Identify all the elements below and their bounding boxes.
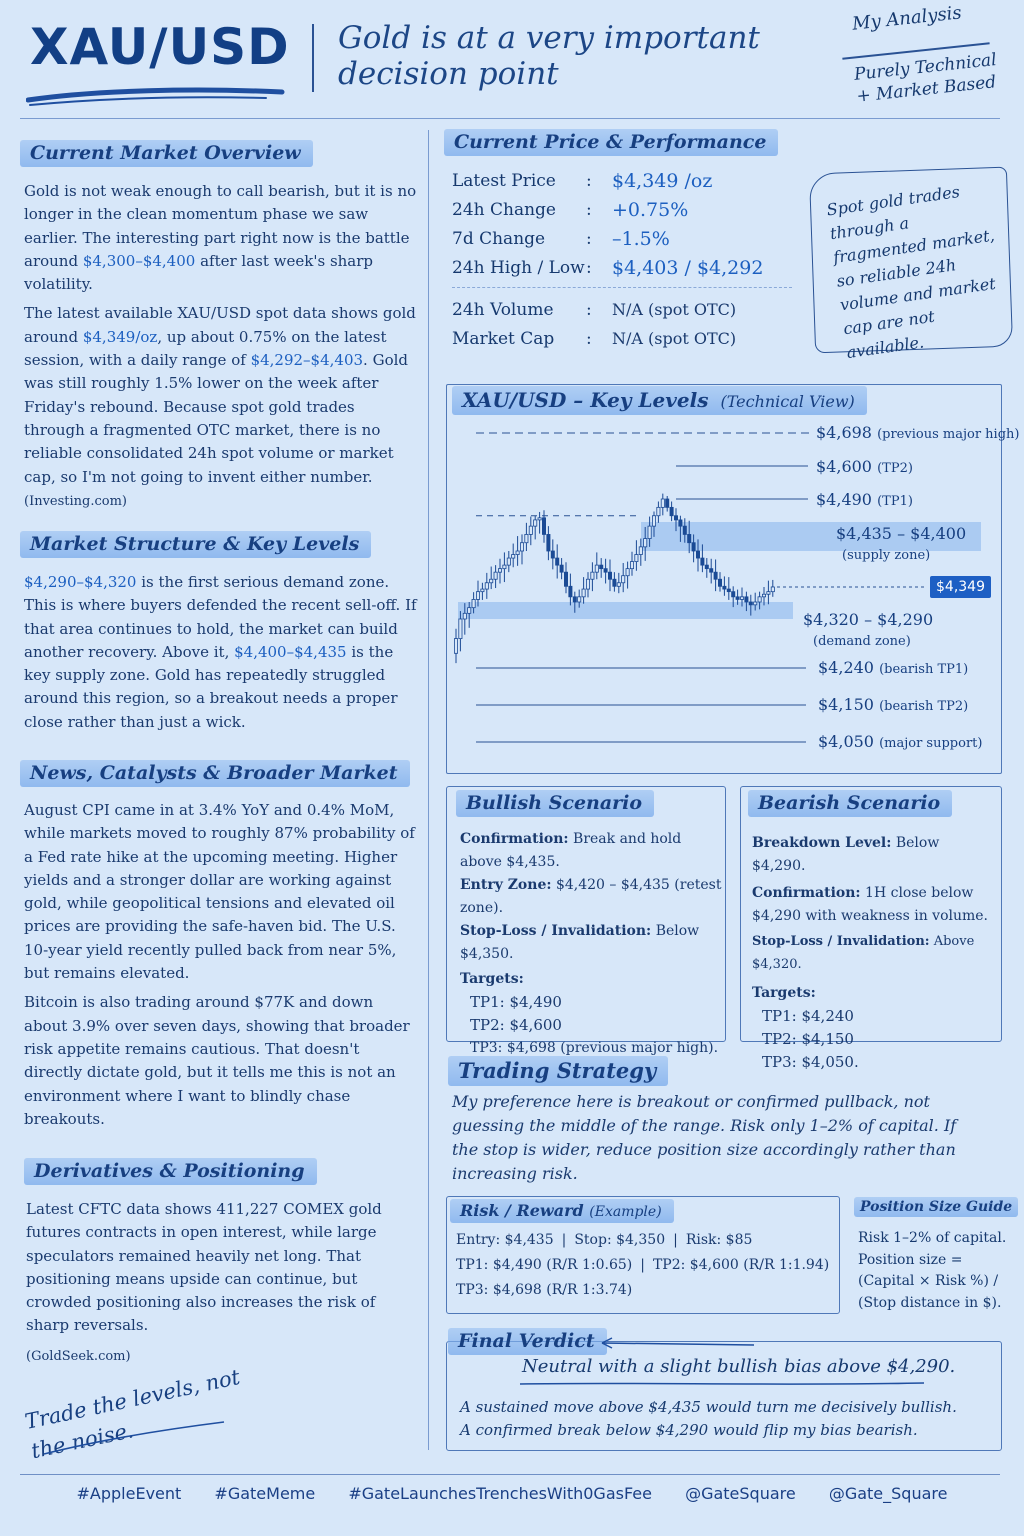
candle-body xyxy=(547,534,550,551)
price-row-label: 24h Change xyxy=(452,199,556,220)
demand-zone xyxy=(458,602,793,619)
candle-body xyxy=(556,558,559,565)
risk-reward-title xyxy=(450,1199,674,1223)
overview-title: Current Market Overview xyxy=(20,140,313,167)
candle-body xyxy=(727,589,730,592)
derivatives-text xyxy=(26,1198,416,1368)
candle-body xyxy=(564,572,567,586)
candle-body xyxy=(630,562,633,569)
price-row: Latest Price : $4,349 /oz xyxy=(452,169,713,192)
hashtag-link[interactable]: #AppleEvent xyxy=(76,1484,182,1503)
hashtag-link[interactable]: #GateLaunchesTrenchesWith0GasFee xyxy=(348,1484,652,1503)
level-note: (major support) xyxy=(879,736,983,751)
candle-body xyxy=(740,597,743,600)
level-note: (TP2) xyxy=(877,461,913,476)
level-note: (demand zone) xyxy=(813,634,911,649)
candle-body xyxy=(520,543,523,551)
level-label xyxy=(818,732,982,751)
candle-body xyxy=(582,589,585,597)
level-price: $4,240 xyxy=(818,658,874,677)
mention-link[interactable]: @GateSquare xyxy=(685,1484,796,1503)
candle-body xyxy=(472,599,475,607)
candle-body xyxy=(745,597,748,602)
candle-body xyxy=(512,555,515,559)
final-verdict-body xyxy=(460,1396,980,1442)
candle-body xyxy=(586,579,589,589)
structure-highlight-2: $4,400–$4,435 xyxy=(234,642,347,661)
candle-body xyxy=(459,619,462,639)
level-price: $4,320 – $4,290 xyxy=(803,610,934,629)
ticker-title: XAU/USD xyxy=(30,18,290,76)
trade-quote: Trade the levels, not the noise. xyxy=(22,1364,243,1464)
rr-entry: Entry: $4,435 xyxy=(456,1232,554,1248)
level-note: (bearish TP2) xyxy=(879,699,969,714)
candle-body xyxy=(696,551,699,558)
candle-body xyxy=(578,597,581,602)
overview-p2-highlight-1: $4,349/oz xyxy=(82,327,158,346)
bullish-text xyxy=(460,828,722,1060)
candle-body xyxy=(463,613,466,619)
bullish-tp1: TP1: $4,490 xyxy=(470,993,562,1011)
candle-body xyxy=(666,499,669,507)
candle-body xyxy=(767,592,770,595)
candle-body xyxy=(639,547,642,555)
footer-rule xyxy=(20,1474,1000,1475)
overview-p1-highlight: $4,300–$4,400 xyxy=(82,251,196,270)
rr-tp1: TP1: $4,490 (R/R 1:0.65) xyxy=(456,1257,633,1273)
price-row-value: N/A (spot OTC) xyxy=(612,329,737,348)
bullish-targets-label: Targets: xyxy=(460,971,524,987)
candle-body xyxy=(494,572,497,579)
risk-reward-text: Entry: $4,435 | Stop: $4,350 | Risk: $85 TP1: $4,490 (R/R 1:0.65) | TP2: $4,600 (R/R 1:1.94) TP3: $4,698 (R/R 1:3.74) xyxy=(456,1232,830,1298)
bearish-text xyxy=(752,832,996,1074)
price-row-value: –1.5% xyxy=(612,227,670,250)
candle-body xyxy=(608,572,611,579)
bullish-title: Bullish Scenario xyxy=(456,790,654,817)
overview-source: (Investing.com) xyxy=(24,493,128,509)
price-row-value: N/A (spot OTC) xyxy=(612,300,737,319)
level-price: $4,698 xyxy=(816,423,872,442)
candle-body xyxy=(490,579,493,583)
candle-body xyxy=(595,565,598,572)
candle-body xyxy=(600,565,603,569)
level-label xyxy=(818,658,968,677)
price-row-value: +0.75% xyxy=(612,198,689,221)
rr-stop: Stop: $4,350 xyxy=(574,1232,666,1248)
candle-body xyxy=(661,499,664,507)
candle-body xyxy=(736,597,739,600)
final-verdict-headline: Neutral with a slight bullish bias above $4,290. xyxy=(522,1356,956,1377)
level-label xyxy=(816,490,913,509)
overview-text xyxy=(24,180,420,519)
rr-risk: Risk: $85 xyxy=(685,1232,753,1248)
level-price: $4,050 xyxy=(818,732,874,751)
bearish-confirm: 1H close below $4,290 with weakness in volume. xyxy=(752,885,988,924)
position-size-text: Risk 1–2% of capital. Position size = (Capital × Risk %) / (Stop distance in $). xyxy=(858,1230,1007,1311)
bearish-breakdown-label: Breakdown Level: xyxy=(752,835,892,851)
bullish-entry: $4,420 – $4,435 (retest zone). xyxy=(460,877,722,916)
candle-body xyxy=(679,520,682,526)
candle-body xyxy=(635,555,638,562)
candle-body xyxy=(560,565,563,572)
header-rule xyxy=(20,118,1000,119)
candle-body xyxy=(701,558,704,565)
bullish-entry-label: Entry Zone: xyxy=(460,877,552,893)
level-note: (previous major high) xyxy=(877,427,1020,442)
rr-tp2: TP2: $4,600 (R/R 1:1.94) xyxy=(652,1257,830,1273)
candle-body xyxy=(476,592,479,600)
overview-p2-b: , up about 0.75% on the latest session, with a daily range of xyxy=(24,327,387,370)
candle-body xyxy=(718,579,721,586)
news-p1: August CPI came in at 3.4% YoY and 0.4% MoM, while markets moved to roughly 87% probability of a Fed rate hike at the upcoming meeting. Higher yields and a stronger dollar are working against gold, while geopolitical tensions and elevated oil prices are providing the safe-haven bid. The U.S. 10-year yield recently pulled back from near 5%, but remains elevated. xyxy=(24,801,415,983)
title-divider xyxy=(312,24,314,92)
final-verdict-title: Final Verdict xyxy=(448,1328,607,1355)
candle-body xyxy=(754,602,757,605)
level-price: $4,600 xyxy=(816,457,872,476)
derivatives-paragraph: Latest CFTC data shows 411,227 COMEX gold futures contracts in open interest, while large speculators remained heavily net long. That positioning means upside can continue, but crowded positioning also increases the risk of sharp reversals. xyxy=(26,1200,382,1335)
bearish-tp2: TP2: $4,150 xyxy=(762,1030,854,1048)
bearish-tp3: TP3: $4,050. xyxy=(762,1053,859,1071)
candle-body xyxy=(626,569,629,576)
candle-body xyxy=(674,516,677,520)
bearish-confirm-label: Confirmation: xyxy=(752,885,861,901)
bearish-tp1: TP1: $4,240 xyxy=(762,1007,854,1025)
price-row: 24h High / Low : $4,403 / $4,292 xyxy=(452,256,764,279)
candle-body xyxy=(454,639,457,654)
bearish-stop-label: Stop-Loss / Invalidation: xyxy=(752,934,930,949)
structure-text-a: is the first serious demand zone. This is where buyers defended the recent sell-off. If that area continues to hold, the market can build another recovery. Above it, xyxy=(24,573,417,661)
bullish-tp2: TP2: $4,600 xyxy=(470,1016,562,1034)
bullish-confirm: Break and hold above $4,435. xyxy=(460,831,682,870)
candle-body xyxy=(468,608,471,614)
rr-tp3: TP3: $4,698 (R/R 1:3.74) xyxy=(456,1282,633,1298)
level-label xyxy=(816,457,913,476)
candle-body xyxy=(516,551,519,555)
candle-body xyxy=(683,526,686,534)
price-row-value: $4,349 /oz xyxy=(612,169,713,192)
chart-subtitle: (Technical View) xyxy=(720,392,855,411)
candle-body xyxy=(758,597,761,602)
mention-link[interactable]: @Gate_Square xyxy=(828,1484,948,1503)
level-note: (supply zone) xyxy=(842,548,931,563)
price-title: Current Price & Performance xyxy=(444,129,778,156)
bearish-stop: Above $4,320. xyxy=(752,934,975,972)
price-row-label: 7d Change xyxy=(452,228,546,249)
overview-p2-a: The latest available XAU/USD spot data shows gold around xyxy=(24,304,416,346)
derivatives-title: Derivatives & Positioning xyxy=(24,1158,317,1185)
verdict-line-1: A sustained move above $4,435 would turn me decisively bullish. xyxy=(460,1398,957,1416)
candle-body xyxy=(617,583,620,587)
structure-highlight-1: $4,290–$4,320 xyxy=(24,573,137,591)
price-row-value: $4,403 / $4,292 xyxy=(612,256,764,279)
price-row: Market Cap : N/A (spot OTC) xyxy=(452,328,737,349)
quote-underline xyxy=(40,1418,230,1458)
bullish-stop: Below $4,350. xyxy=(460,923,700,962)
price-row-label: Latest Price xyxy=(452,170,556,191)
risk-reward-title-note: (Example) xyxy=(589,1204,662,1220)
candle-body xyxy=(732,592,735,597)
candle-body xyxy=(710,569,713,573)
news-p2: Bitcoin is also trading around $77K and down about 3.9% over seven days, showing that broader risk appetite remains cautious. That doesn't directly dictate gold, but it tells me this is not an environment where I want to blindly chase breakouts. xyxy=(24,993,410,1128)
structure-text-b: is the key supply zone. Gold has repeatedly struggled around this region, so a breakout needs a proper close rather than just a wick. xyxy=(24,642,398,731)
candle-body xyxy=(503,565,506,569)
level-price: $4,435 – $4,400 xyxy=(836,524,967,543)
level-label xyxy=(818,695,968,714)
candle-body xyxy=(507,558,510,565)
hashtag-link[interactable]: #GateMeme xyxy=(214,1484,316,1503)
analysis-basis: Purely Technical + Market Based xyxy=(853,50,998,107)
level-price: $4,150 xyxy=(818,695,874,714)
candle-body xyxy=(534,520,537,526)
candle-body xyxy=(591,572,594,579)
candle-body xyxy=(498,569,501,573)
chart-title xyxy=(452,386,867,415)
note-text: Spot gold trades through a fragmented market, so reliable 24h volume and market cap are not available. xyxy=(825,181,997,363)
overview-p1-a: Gold is not weak enough to call bearish, but it is no longer in the clean momentum phase we saw earlier. The interesting part right now is the battle around xyxy=(24,182,417,270)
candle-body xyxy=(749,602,752,605)
verdict-line-2: A confirmed break below $4,290 would flip my bias bearish. xyxy=(460,1421,918,1439)
price-table xyxy=(452,166,802,353)
overview-p1-b: after last week's sharp volatility. xyxy=(24,251,374,294)
level-label xyxy=(836,524,966,566)
news-text xyxy=(24,799,420,1137)
structure-title: Market Structure & Key Levels xyxy=(20,531,371,558)
candle-body xyxy=(485,583,488,589)
level-price: $4,490 xyxy=(816,490,872,509)
bullish-tp3: TP3: $4,698 (previous major high). xyxy=(470,1040,719,1056)
candle-body xyxy=(573,597,576,602)
candle-body xyxy=(762,594,765,597)
candle-body xyxy=(705,565,708,569)
level-label xyxy=(816,423,1019,442)
derivatives-source: (GoldSeek.com) xyxy=(26,1348,131,1364)
overview-p2-highlight-2: $4,292–$4,403 xyxy=(250,351,364,370)
level-note: (TP1) xyxy=(877,494,913,509)
candle-body xyxy=(670,507,673,515)
verdict-underline xyxy=(518,1380,928,1388)
footer-tags xyxy=(0,1484,1024,1503)
candle-body xyxy=(652,516,655,526)
candle-body xyxy=(688,534,691,542)
candle-body xyxy=(622,576,625,583)
current-price-tag: $4,349 xyxy=(930,576,991,598)
candle-body xyxy=(771,587,774,592)
candle-body xyxy=(648,526,651,538)
level-label xyxy=(803,610,933,652)
candle-body xyxy=(644,539,647,547)
price-row-label: 24h Volume xyxy=(452,299,554,320)
candle-body xyxy=(481,589,484,592)
bullish-confirm-label: Confirmation: xyxy=(460,831,569,847)
bearish-breakdown: Below $4,290. xyxy=(752,835,940,874)
structure-text xyxy=(24,571,420,740)
bearish-title: Bearish Scenario xyxy=(748,790,952,817)
headline: Gold is at a very important decision point xyxy=(338,20,760,92)
candle-body xyxy=(604,569,607,573)
candle-body xyxy=(542,518,545,535)
bearish-targets-label: Targets: xyxy=(752,985,816,1001)
overview-p2-c: . Gold was still roughly 1.5% lower on the week after Friday's rebound. Because spot gold trades through a fragmented OTC market, there is no reliable consolidated 24h spot volume or market cap, so I'm not going to invent either number. xyxy=(24,351,408,486)
candle-body xyxy=(569,586,572,597)
price-row: 24h Volume : N/A (spot OTC) xyxy=(452,299,737,320)
candle-body xyxy=(525,534,528,542)
title-underline xyxy=(26,86,286,108)
candle-body xyxy=(538,518,541,520)
position-size-title: Position Size Guide xyxy=(854,1197,1018,1217)
candle-body xyxy=(529,526,532,534)
price-row: 24h Change : +0.75% xyxy=(452,198,689,221)
chart-title-text: XAU/USD – Key Levels xyxy=(462,388,709,412)
price-row-label: 24h High / Low xyxy=(452,257,585,278)
news-title: News, Catalysts & Broader Market xyxy=(20,760,410,787)
strategy-text: My preference here is breakout or confirmed pullback, not guessing the middle of the range. Risk only 1–2% of capital. If the stop is wider, reduce position size accordingly rather than increasing risk. xyxy=(452,1092,957,1183)
strategy-title: Trading Strategy xyxy=(448,1056,668,1086)
column-divider xyxy=(428,130,429,1450)
candle-body xyxy=(657,507,660,515)
candle-body xyxy=(692,543,695,551)
candle-body xyxy=(714,572,717,579)
bullish-stop-label: Stop-Loss / Invalidation: xyxy=(460,923,652,939)
candle-body xyxy=(613,579,616,586)
arrow-left-icon xyxy=(598,1336,758,1350)
price-row-label: Market Cap xyxy=(452,328,555,349)
candle-body xyxy=(723,586,726,589)
price-row: 7d Change : –1.5% xyxy=(452,227,670,250)
level-note: (bearish TP1) xyxy=(879,662,969,677)
risk-reward-title-text: Risk / Reward xyxy=(460,1201,584,1220)
price-table-rule xyxy=(452,287,792,289)
my-analysis-label: My Analysis xyxy=(851,2,963,35)
candle-body xyxy=(551,551,554,558)
